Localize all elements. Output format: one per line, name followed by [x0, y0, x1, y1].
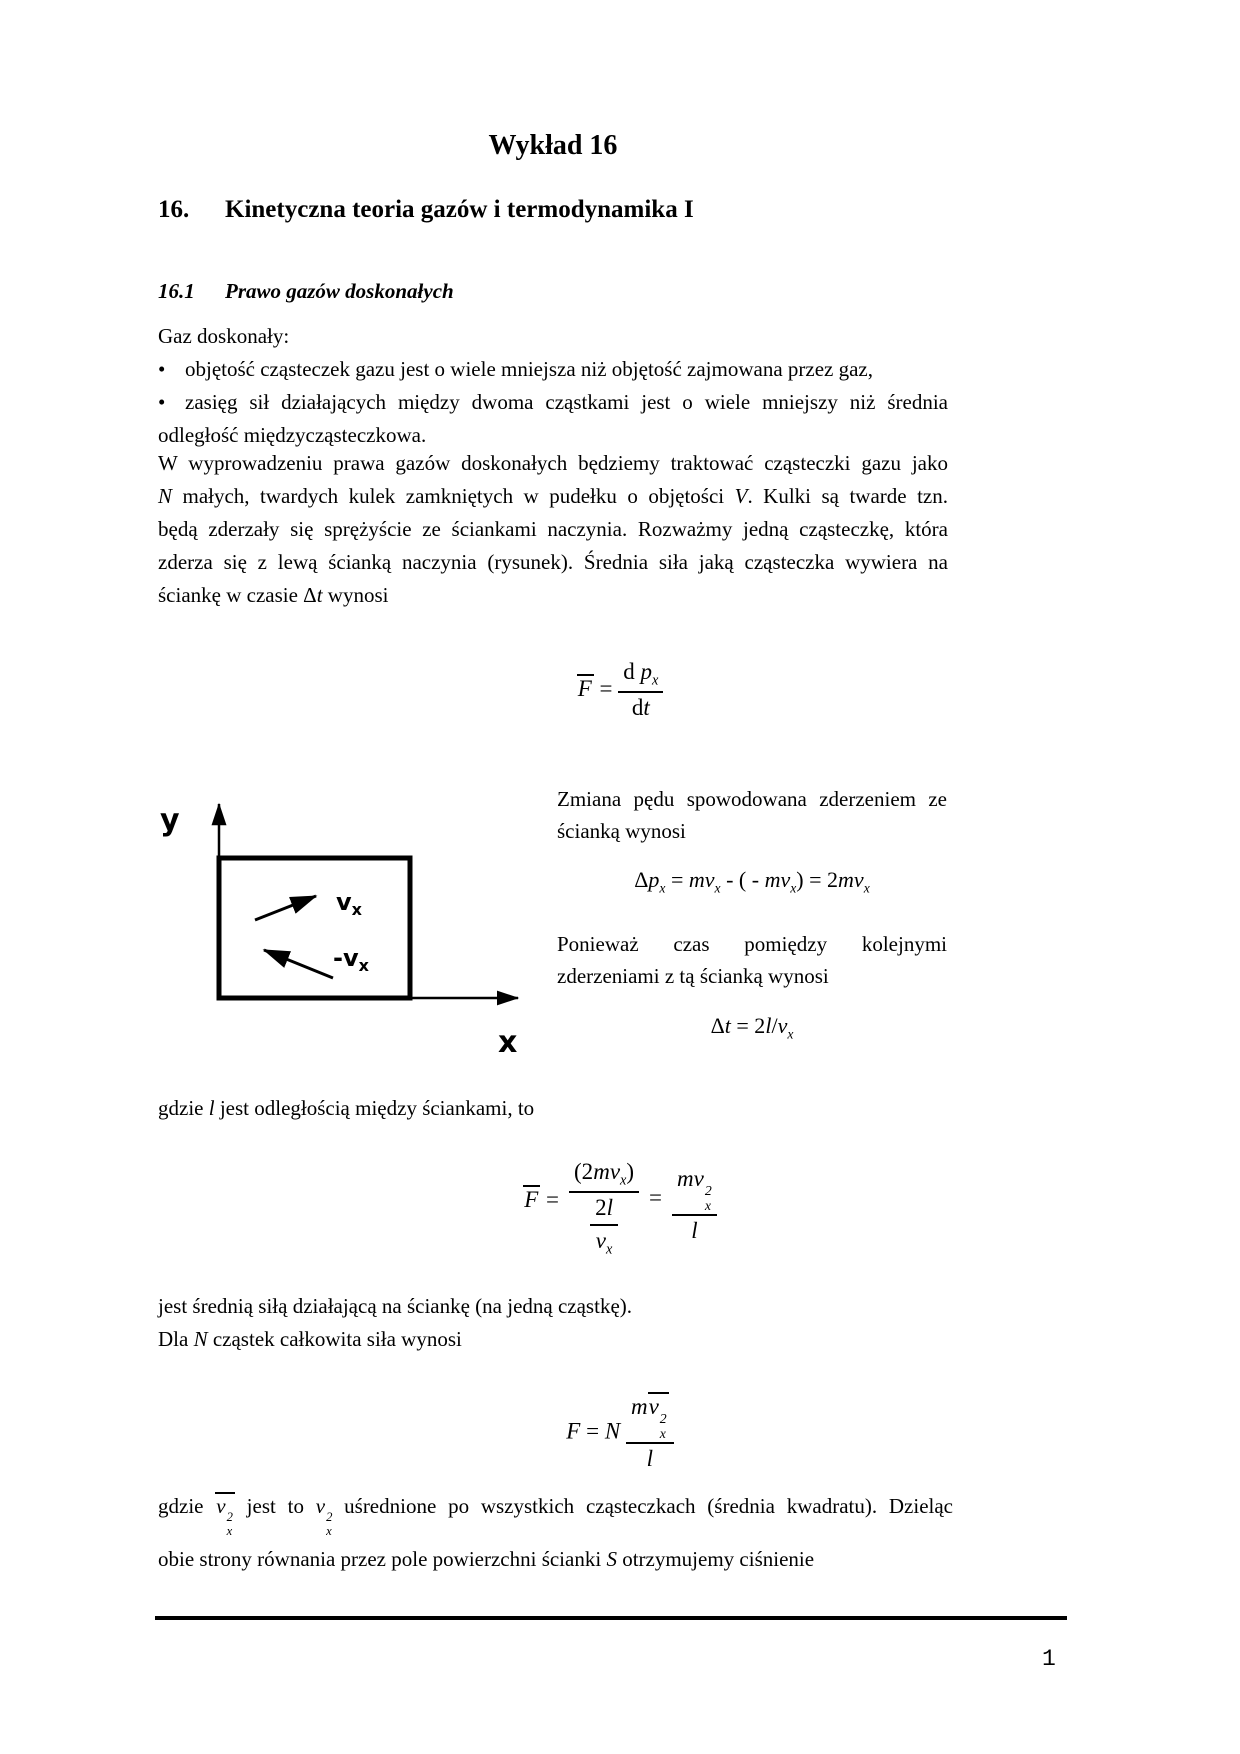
text-segment: ): [626, 1159, 635, 1184]
text-segment: d: [631, 695, 644, 721]
velocity-arrow-negative: [264, 950, 333, 978]
fraction-numerator: [618, 658, 663, 693]
paragraph-line: [158, 1323, 948, 1356]
var-l: l: [606, 1195, 613, 1221]
equation-momentum-change: [557, 864, 947, 904]
var-v: v: [648, 1394, 659, 1419]
fraction-numerator: [590, 1194, 618, 1226]
var-mv: mv: [838, 867, 864, 892]
var-N: N: [158, 484, 173, 508]
text-segment: ) = 2: [796, 867, 839, 892]
var-m: m: [593, 1159, 610, 1184]
equals-sign: = 2: [730, 1013, 766, 1039]
paragraph-line: ścianką wynosi: [557, 819, 686, 843]
equals-sign: =: [649, 1185, 663, 1210]
text-segment: d: [623, 659, 641, 684]
var-t: t: [316, 583, 323, 607]
subsection-number: 16.1: [158, 279, 195, 303]
var-mv: mv: [764, 867, 791, 892]
subscript-x: x: [704, 1198, 711, 1214]
subscript-x: x: [605, 1241, 613, 1258]
where-clause: [158, 1096, 534, 1121]
outer-fraction: [569, 1158, 639, 1260]
var-mv: mv: [688, 867, 715, 892]
paragraph-line: W wyprowadzeniu prawa gazów doskonałych będziemy traktować cząsteczki gazu jako: [158, 451, 948, 475]
text-segment: 2: [595, 1195, 607, 1221]
velocity-label-positive: $v_x$: [336, 888, 362, 919]
velocity-arrow-positive: [255, 896, 316, 920]
var-v: v: [777, 1013, 788, 1039]
subscript-x: x: [659, 1426, 666, 1442]
bullet-icon: •: [158, 357, 166, 381]
text-segment: ściankę w czasie Δ: [158, 583, 317, 607]
subscript-x: x: [326, 1524, 332, 1539]
text-segment: małych, twardych kulek zamkniętych w pudełku o objętości: [172, 484, 735, 508]
paragraph-line: Zmiana pędu spowodowana zderzeniem ze: [557, 787, 947, 811]
text-segment: jest odległością między ściankami, to: [214, 1096, 535, 1120]
subscript-x: x: [620, 1172, 627, 1189]
equals-sign: =: [586, 1418, 600, 1444]
paragraph-line: zderza się z lewą ścianką naczynia (rysunek). Średnia siła jaką cząsteczka wywiera na: [158, 550, 948, 574]
equals-sign: =: [665, 867, 689, 892]
inner-fraction: [590, 1194, 618, 1259]
equals-sign: =: [546, 1187, 560, 1212]
text-segment: . Kulki są twarde tzn.: [747, 484, 948, 508]
var-l: l: [765, 1013, 772, 1039]
container-box: [219, 858, 410, 998]
x-axis-label: x: [498, 1025, 518, 1060]
intro-paragraph: [158, 320, 948, 452]
fraction-numerator: [672, 1165, 717, 1216]
paragraph-line: [158, 1486, 953, 1539]
var-t: t: [724, 1013, 731, 1039]
var-p: p: [640, 659, 652, 684]
var-F-bar: F: [524, 1187, 539, 1212]
intro-lead: Gaz doskonały:: [158, 324, 290, 348]
figure-box-diagram: [140, 768, 540, 1064]
velocity-label-negative: $-v_x$: [333, 944, 369, 975]
var-m: m: [630, 1394, 648, 1419]
superscript-2: 2: [226, 1510, 233, 1525]
subscript-x: x: [659, 880, 666, 896]
y-axis-label: y: [160, 803, 180, 838]
bullet-item-2: [158, 386, 948, 419]
var-v: v: [315, 1494, 326, 1518]
fraction-denominator: l: [646, 1446, 653, 1472]
paragraph-line: będą zderzały się sprężyście ze ściankami naczynia. Rozważmy jedną cząsteczkę, która: [158, 517, 948, 541]
var-v: v: [693, 1166, 704, 1191]
superscript-2: 2: [704, 1182, 712, 1198]
section-title: Kinetyczna teoria gazów i termodynamika I: [225, 196, 694, 223]
paragraph-line: Ponieważ czas pomiędzy kolejnymi: [557, 932, 947, 957]
fraction: [626, 1392, 674, 1474]
paragraph-line: [158, 480, 948, 513]
text-segment: cząstek całkowita siła wynosi: [207, 1327, 462, 1351]
fraction-denominator: [590, 1226, 618, 1259]
var-v: v: [595, 1228, 606, 1254]
section-heading: [158, 196, 948, 224]
delta-symbol: Δ: [634, 867, 649, 892]
subsection-title: Prawo gazów doskonałych: [225, 279, 454, 303]
fraction-denominator: [618, 693, 663, 723]
var-N: N: [604, 1418, 621, 1444]
body-paragraph-3: [158, 1486, 953, 1579]
paragraph-line: jest średnią siłą działającą na ściankę (na jedną cząstkę).: [158, 1294, 633, 1318]
var-v: v: [609, 1159, 621, 1184]
subscript-x: x: [651, 672, 659, 689]
fraction: [618, 658, 663, 723]
page-number: 1: [1042, 1646, 1056, 1672]
subsection-heading: [158, 279, 948, 304]
text-segment: jest to: [234, 1494, 316, 1518]
bullet-item-1: [158, 353, 948, 386]
var-p: p: [648, 867, 660, 892]
equation-lhs: [523, 1185, 559, 1213]
var-N: N: [193, 1327, 208, 1351]
mean-overline: [215, 1492, 235, 1539]
text-segment: (2: [574, 1159, 594, 1184]
right-column: [557, 783, 947, 1051]
var-m: m: [677, 1166, 694, 1191]
equation-total-force: [0, 1392, 1240, 1474]
paragraph-line: [158, 579, 948, 612]
fraction-numerator: [569, 1158, 639, 1193]
text-segment: gdzie: [158, 1096, 209, 1120]
bullet-icon: •: [158, 390, 166, 414]
subscript-x: x: [787, 1026, 794, 1042]
superscript-2: 2: [659, 1410, 667, 1426]
slash: /: [771, 1013, 778, 1039]
paragraph-line: zderzeniami z tą ścianką wynosi: [557, 964, 829, 989]
var-V: V: [734, 484, 748, 508]
var-F-bar: F: [577, 675, 592, 701]
delta-symbol: Δ: [710, 1013, 725, 1039]
section-number: 16.: [158, 196, 190, 223]
text-segment: obie strony równania przez pole powierzchni ścianki: [158, 1546, 607, 1571]
equals-sign: =: [599, 675, 613, 701]
page-title: Wykład 16: [488, 130, 618, 161]
fraction-denominator: [569, 1193, 639, 1259]
body-paragraph-2: [158, 1290, 948, 1356]
var-v: v: [216, 1494, 226, 1518]
equation-collision-time: [557, 1010, 947, 1050]
fraction-numerator: [626, 1392, 674, 1444]
text-segment: gdzie: [158, 1494, 216, 1518]
equation-force-fraction: [0, 1158, 1240, 1260]
text-segment: Dla: [158, 1327, 194, 1351]
body-paragraph-1: [158, 447, 948, 612]
var-F: F: [566, 1418, 581, 1444]
bullet-item-1-text: objętość cząsteczek gazu jest o wiele mniejsza niż objętość zajmowana przez gaz,: [185, 357, 874, 381]
footer-rule: [155, 1616, 1067, 1620]
subscript-x: x: [226, 1524, 233, 1539]
var-l: l: [208, 1096, 215, 1120]
subscript-x: x: [863, 880, 870, 896]
var-t: t: [643, 695, 650, 721]
text-segment: otrzymujemy ciśnienie: [616, 1546, 815, 1571]
paragraph-line: [158, 1539, 953, 1579]
result-fraction: [672, 1165, 717, 1246]
stacked-sup-sub: [659, 1411, 667, 1441]
stacked-sup-sub: [226, 1511, 233, 1539]
text-segment: wynosi: [322, 583, 389, 607]
var-S: S: [606, 1546, 617, 1571]
fraction-denominator: l: [691, 1218, 698, 1244]
bullet-item-2-line-2: odległość międzycząsteczkowa.: [158, 423, 427, 447]
text-segment: uśrednione po wszystkich cząsteczkach (średnia kwadratu). Dzieląc: [332, 1494, 953, 1518]
mean-overline: [648, 1392, 669, 1441]
stacked-sup-sub: [704, 1183, 712, 1213]
text-segment: - ( -: [720, 867, 765, 892]
bullet-item-2-line-1: zasięg sił działających między dwoma cząstkami jest o wiele mniejszy niż średnia: [185, 390, 948, 414]
subscript-x: x: [790, 880, 797, 896]
subscript-x: x: [714, 880, 721, 896]
equation-avg-force: [0, 658, 1240, 723]
superscript-2: 2: [326, 1510, 333, 1525]
